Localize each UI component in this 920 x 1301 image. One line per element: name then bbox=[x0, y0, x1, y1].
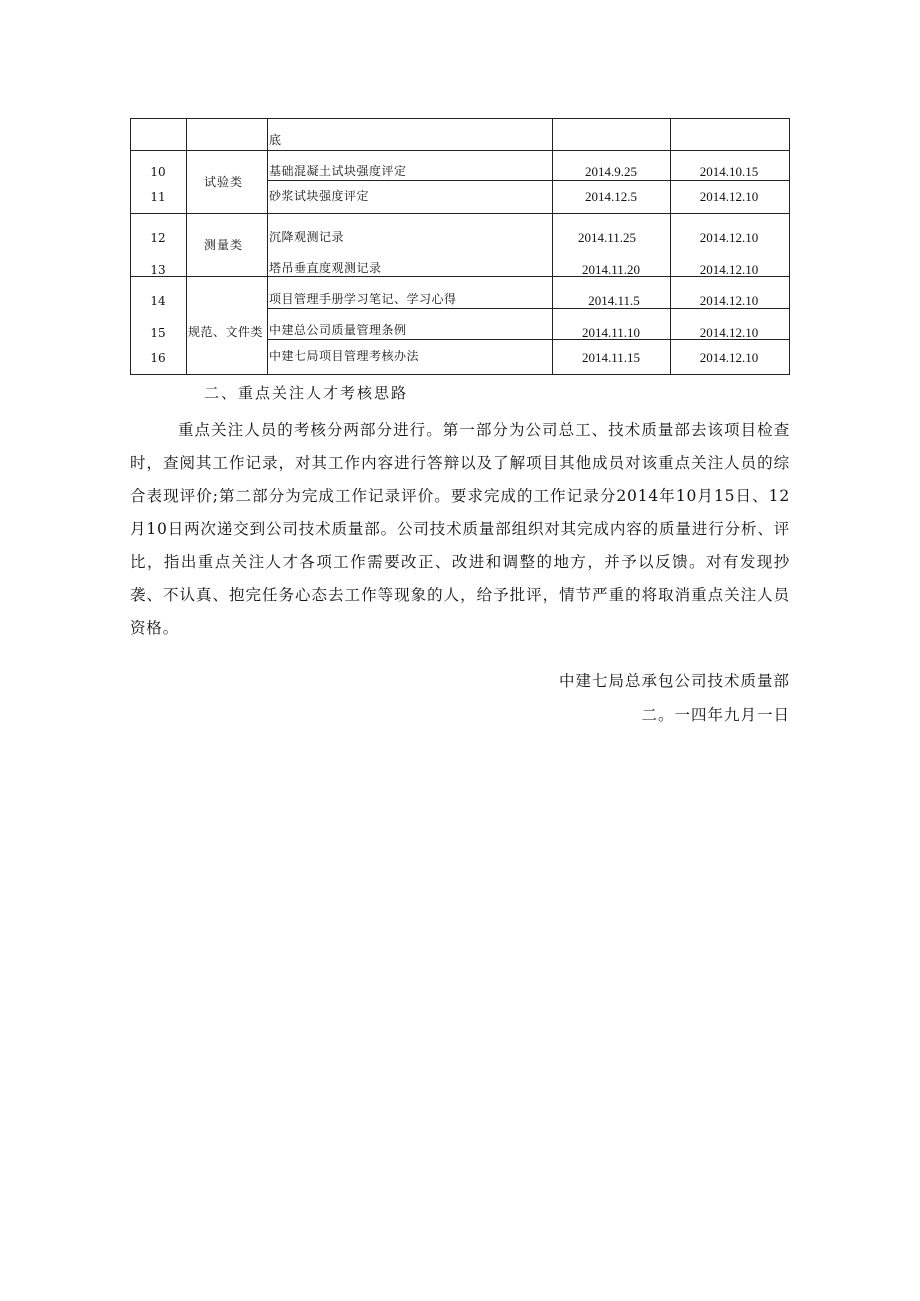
table-cell-no: 15 bbox=[150, 326, 166, 340]
table-cell-item: 项目管理手册学习笔记、学习心得 bbox=[269, 292, 457, 306]
body-paragraph: 重点关注人员的考核分两部分进行。第一部分为公司总工、技术质量部去该项目检查时，查阅其工作记录，对其工作内容进行答辩以及了解项目其他成员对该重点关注人员的综合表现评价;第二部分为完成工作记录评价。要求完成的工作记录分2014年10月15日、12月10日两次递交到公司技术质量部。公司技术质量部组织对其完成内容的质量进行分析、评比，指出重点关注人才各项工作需要改正、改进和调整的地方，并予以反馈。对有发现抄袭、不认真、抱完任务心态去工作等现象的人，给予批评，情节严重的将取消重点关注人员资格。 bbox=[130, 421, 790, 637]
table-cell-item: 砂浆试块强度评定 bbox=[269, 189, 370, 203]
category-label-test: 试验类 bbox=[204, 175, 244, 189]
table-cell-deadline: 2014.12.10 bbox=[699, 293, 759, 308]
table-cell-no: 13 bbox=[150, 263, 166, 277]
table-cell-item: 沉降观测记录 bbox=[269, 230, 345, 244]
category-label-survey: 测量类 bbox=[204, 238, 244, 252]
table-cell-no: 10 bbox=[150, 165, 166, 179]
table-cell-submit: 2014.12.5 bbox=[585, 189, 637, 204]
table-cell-no: 16 bbox=[150, 351, 166, 365]
table-cell-submit: 2014.11.5 bbox=[588, 293, 640, 308]
table-cell-deadline: 2014.12.10 bbox=[699, 230, 759, 245]
table-cell-item: 中建总公司质量管理条例 bbox=[269, 323, 407, 337]
table-cell-deadline: 2014.12.10 bbox=[699, 189, 759, 204]
table-cell-no: 14 bbox=[150, 294, 166, 308]
table-cell-submit: 2014.11.10 bbox=[581, 325, 641, 340]
table-cell-deadline: 2014.12.10 bbox=[699, 325, 759, 340]
category-label-standards: 规范、文件类 bbox=[188, 325, 264, 339]
table-cell-submit: 2014.11.15 bbox=[581, 350, 641, 365]
records-table bbox=[130, 118, 790, 375]
table-cell-item: 底 bbox=[269, 133, 282, 147]
signature-date: 二。一四年九月一日 bbox=[641, 706, 790, 724]
table-cell-no: 12 bbox=[150, 231, 166, 245]
section-heading: 二、重点关注人才考核思路 bbox=[204, 384, 409, 402]
table-cell-deadline: 2014.10.15 bbox=[699, 164, 759, 179]
table-cell-submit: 2014.9.25 bbox=[585, 164, 637, 179]
table-cell-deadline: 2014.12.10 bbox=[699, 350, 759, 365]
table-cell-item: 中建七局项目管理考核办法 bbox=[269, 349, 420, 363]
table-cell-no: 11 bbox=[150, 190, 166, 204]
table-cell-item: 塔吊垂直度观测记录 bbox=[269, 261, 382, 275]
signature-org: 中建七局总承包公司技术质量部 bbox=[558, 672, 790, 690]
table-cell-item: 基础混凝土试块强度评定 bbox=[269, 164, 407, 178]
table-cell-submit: 2014.11.20 bbox=[581, 262, 641, 277]
table-cell-deadline: 2014.12.10 bbox=[699, 262, 759, 277]
table-cell-submit: 2014.11.25 bbox=[577, 230, 637, 245]
